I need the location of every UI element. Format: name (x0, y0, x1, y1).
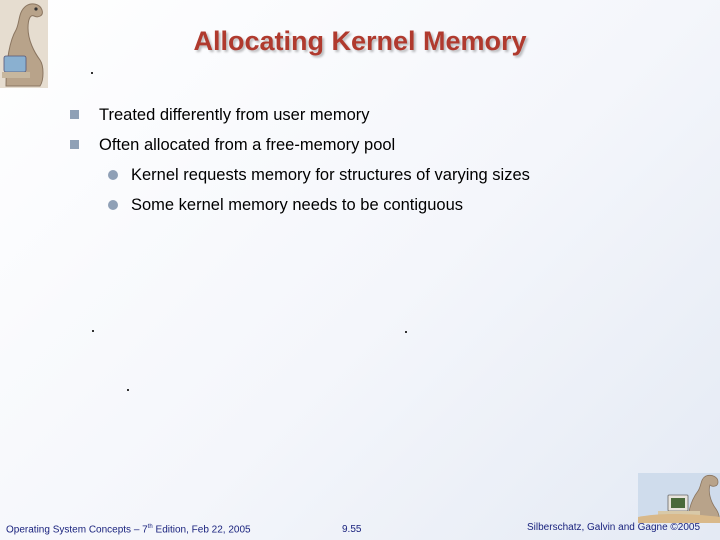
bullet-item (70, 104, 690, 134)
stray-dot (405, 331, 407, 333)
footer-course (6, 524, 251, 535)
sub-bullet-text: Kernel requests memory for structures of varying sizes (131, 166, 530, 184)
round-bullet-icon (108, 170, 118, 180)
footer-course-edition: Edition, Feb 22, 2005 (152, 524, 251, 536)
stray-dot (91, 72, 93, 74)
slide-title: Allocating Kernel Memory (193, 26, 527, 56)
stray-dot (127, 389, 129, 391)
sub-bullet-item (108, 164, 690, 194)
dinosaur-computer-icon (638, 473, 720, 523)
footer-course-sup: th (147, 524, 153, 530)
footer-course-text: Operating System Concepts – 7 (6, 524, 148, 536)
stray-dot (92, 330, 94, 332)
sub-bullet-item (108, 194, 690, 224)
sub-bullet-text: Some kernel memory needs to be contiguous (131, 196, 464, 214)
bullet-item (70, 134, 690, 164)
bullet-text: Often allocated from a free-memory pool (99, 136, 396, 154)
square-bullet-icon (70, 110, 79, 119)
bullet-text: Treated differently from user memory (99, 106, 370, 124)
footer-copyright: Silberschatz, Galvin and Gagne ©2005 (527, 522, 701, 533)
footer-page-number: 9.55 (342, 524, 362, 535)
square-bullet-icon (70, 140, 79, 149)
round-bullet-icon (108, 200, 118, 210)
bullet-list (70, 104, 690, 224)
